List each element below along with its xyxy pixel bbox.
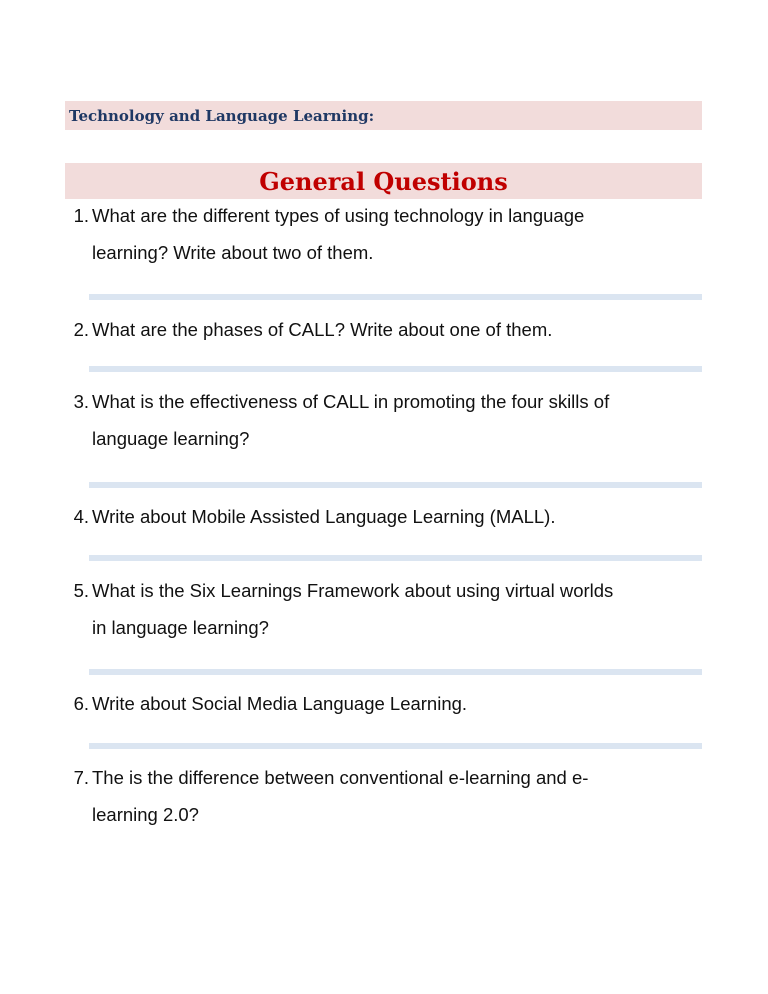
question-item-7 bbox=[73, 759, 702, 833]
question-number: 6. bbox=[73, 693, 89, 714]
question-item-2 bbox=[73, 311, 702, 348]
answer-divider bbox=[89, 555, 702, 561]
question-item-3 bbox=[73, 383, 702, 457]
question-text-line: language learning? bbox=[92, 428, 250, 449]
answer-divider bbox=[89, 669, 702, 675]
document-header bbox=[65, 101, 702, 130]
question-text-line: What are the phases of CALL? Write about one of them. bbox=[92, 319, 553, 340]
section-title: General Questions bbox=[259, 166, 508, 196]
question-text-line: learning? Write about two of them. bbox=[92, 242, 374, 263]
question-item-5 bbox=[73, 572, 702, 646]
question-text-line: learning 2.0? bbox=[92, 804, 199, 825]
question-number: 1. bbox=[73, 205, 89, 226]
question-number: 7. bbox=[73, 767, 89, 788]
question-item-1 bbox=[73, 197, 702, 271]
answer-divider bbox=[89, 294, 702, 300]
document-title: Technology and Language Learning: bbox=[69, 106, 375, 125]
question-text-line: What are the different types of using technology in language bbox=[92, 205, 585, 226]
question-number: 5. bbox=[73, 580, 89, 601]
question-text-line: What is the effectiveness of CALL in promoting the four skills of bbox=[92, 391, 610, 412]
question-text-line: Write about Mobile Assisted Language Learning (MALL). bbox=[92, 506, 556, 527]
question-text-line: What is the Six Learnings Framework about using virtual worlds bbox=[92, 580, 614, 601]
question-text-line: The is the difference between conventional e-learning and e- bbox=[92, 767, 589, 788]
section-heading bbox=[65, 163, 702, 199]
question-number: 3. bbox=[73, 391, 89, 412]
answer-divider bbox=[89, 366, 702, 372]
question-item-6 bbox=[73, 685, 702, 722]
question-number: 4. bbox=[73, 506, 89, 527]
question-number: 2. bbox=[73, 319, 89, 340]
question-text-line: Write about Social Media Language Learning. bbox=[92, 693, 468, 714]
question-text-line: in language learning? bbox=[92, 617, 269, 638]
question-item-4 bbox=[73, 498, 702, 535]
answer-divider bbox=[89, 743, 702, 749]
answer-divider bbox=[89, 482, 702, 488]
